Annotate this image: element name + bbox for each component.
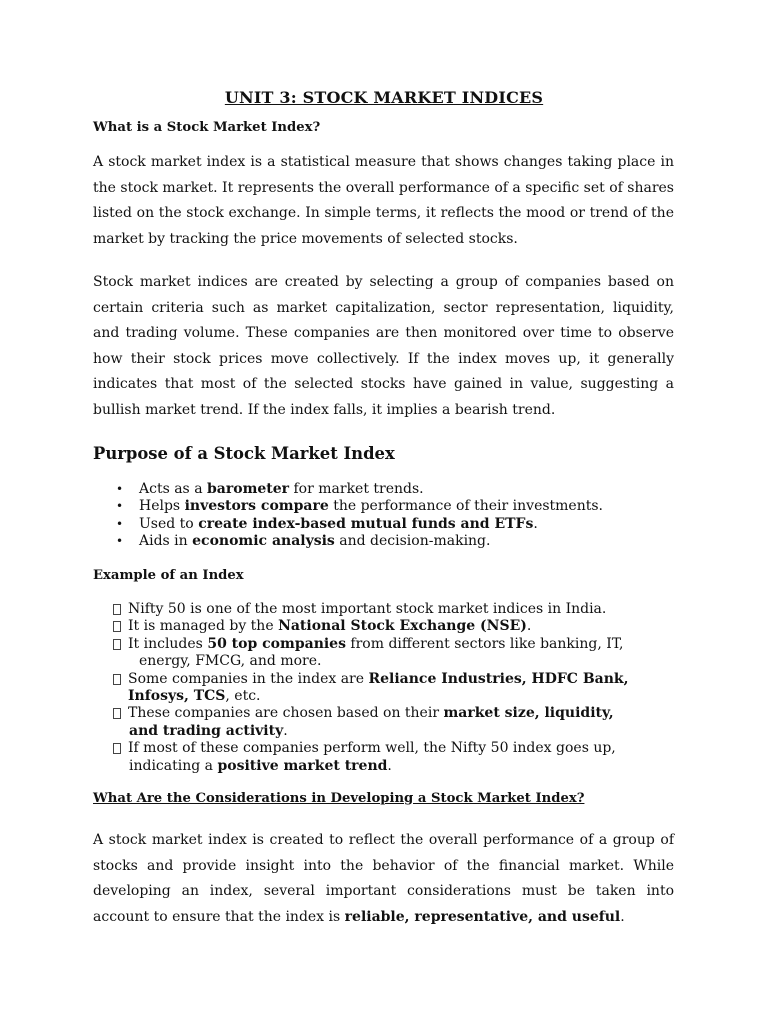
paragraph-creation: Stock market indices are created by selecting a group of companies based on certain criteria such as market capitalization, sector representation, liquidity, and trading volume. These companies are then monitored over time to observe how their stock prices move collectively. If the index moves up, it generally indicates that most of the selected stocks have gained in value, suggesting a bullish market trend. If the index falls, it implies a bearish trend. <box>93 274 674 418</box>
checkbox-glyph-icon <box>113 743 121 754</box>
checkbox-glyph-icon <box>113 621 121 632</box>
bullet-icon: • <box>116 482 124 496</box>
bullet-icon: • <box>116 499 124 514</box>
bullet-icon: • <box>116 534 124 549</box>
bullet-icon: • <box>116 516 124 531</box>
list-item: Some companies in the index are Reliance Industries, HDFC Bank, Infosys, TCS, etc. <box>113 671 673 706</box>
list-item: Nifty 50 is one of the most important stock market indices in India. <box>113 601 673 618</box>
section-heading-considerations: What Are the Considerations in Developing a Stock Market Index? <box>93 791 585 806</box>
page-title: UNIT 3: STOCK MARKET INDICES <box>224 88 544 107</box>
checkbox-glyph-icon <box>113 604 121 615</box>
example-list <box>113 601 673 775</box>
section-heading-what-is-index: What is a Stock Market Index? <box>93 120 321 135</box>
list-item: • Aids in economic analysis and decision-making. <box>116 533 491 550</box>
paragraph-definition: A stock market index is a statistical measure that shows changes taking place in the stock market. It represents the overall performance of a specific set of shares listed on the stock exchange. In simple terms, it reflects the mood or trend of the market by tracking the price movements of selected stocks. <box>93 154 674 247</box>
checkbox-glyph-icon <box>113 674 121 685</box>
checkbox-glyph-icon <box>113 639 121 650</box>
list-item: It includes 50 top companies from different sectors like banking, IT, energy, FMCG, and more. <box>113 636 673 671</box>
checkbox-glyph-icon <box>113 708 121 719</box>
list-item: • Acts as a barometer for market trends. <box>116 481 424 497</box>
list-item: These companies are chosen based on their market size, liquidity, and trading activity. <box>113 705 673 740</box>
list-item: If most of these companies perform well, the Nifty 50 index goes up, indicating a positive market trend. <box>113 740 673 775</box>
section-heading-purpose: Purpose of a Stock Market Index <box>93 444 395 463</box>
list-item: • Used to create index-based mutual funds and ETFs. <box>116 515 538 532</box>
purpose-list <box>116 481 676 551</box>
section-heading-example: Example of an Index <box>93 568 244 583</box>
paragraph-considerations: A stock market index is created to reflect the overall performance of a group of stocks and provide insight into the behavior of the financial market. While developing an index, several important considerations must be taken into account to ensure that the index is reliable, representative, and useful. <box>93 832 674 925</box>
list-item: It is managed by the National Stock Exchange (NSE). <box>113 618 673 635</box>
list-item: • Helps investors compare the performance of their investments. <box>116 498 603 515</box>
